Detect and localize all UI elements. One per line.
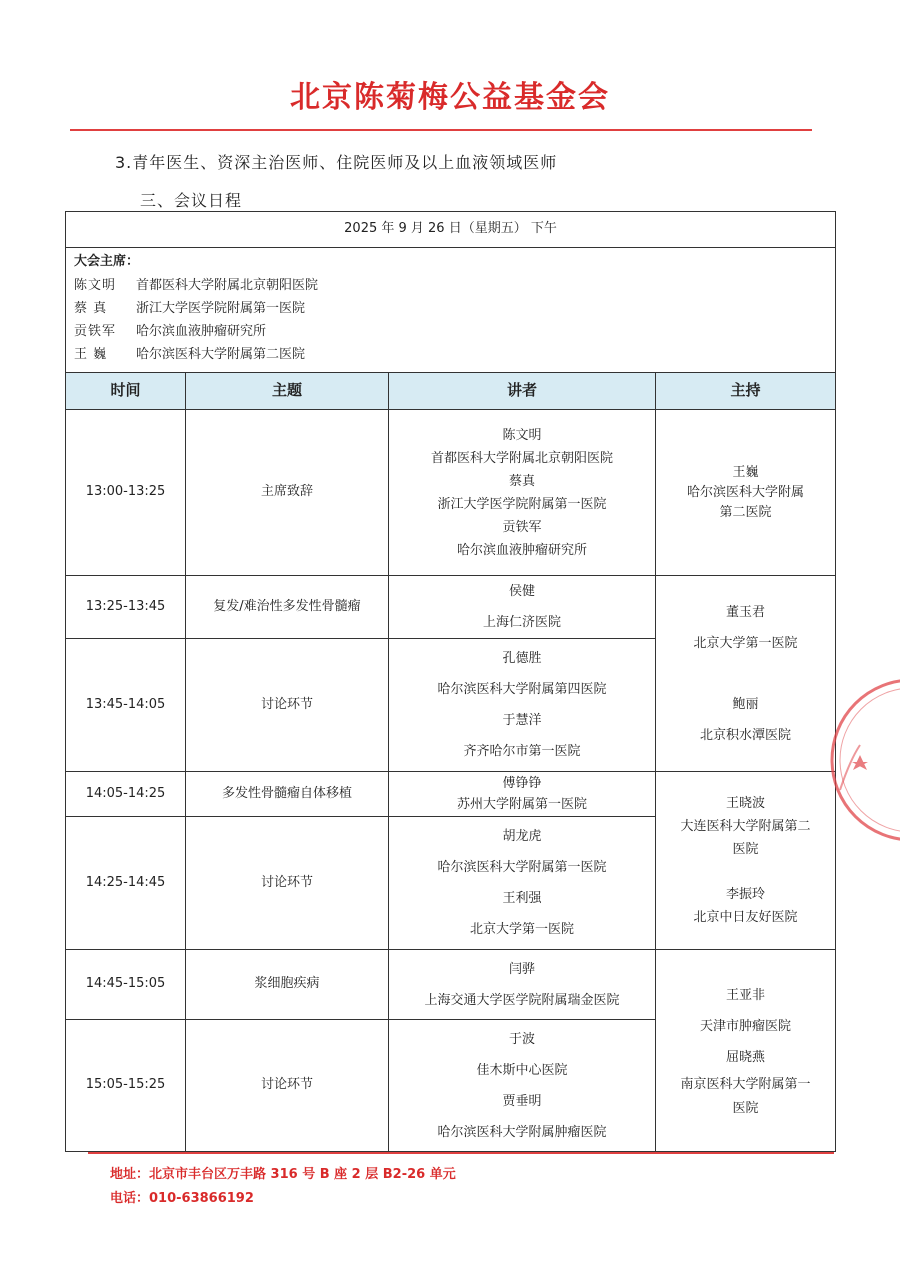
session-time: 15:05-15:25: [66, 1020, 186, 1152]
session-topic: 多发性骨髓瘤自体移植: [186, 772, 389, 817]
seal-stamp: [830, 670, 900, 850]
speaker-line: 孔德胜: [502, 651, 542, 666]
session-topic: 讨论环节: [186, 817, 389, 950]
moderator-line: 王巍: [732, 464, 759, 480]
speaker-line: 闫骅: [508, 961, 535, 977]
speaker-line: 贾垂明: [502, 1093, 542, 1109]
moderator-line: 董玉君: [726, 604, 766, 620]
chair-name: 陈文明: [74, 277, 117, 293]
speaker-line: 浙江大学医学院附属第一医院: [437, 496, 607, 512]
session-time: 13:45-14:05: [66, 639, 186, 772]
chair-row: [74, 320, 827, 343]
moderator-line: 哈尔滨医科大学附属: [687, 484, 805, 500]
moderator-line: 北京大学第一医院: [693, 635, 798, 651]
speaker-line: 蔡真: [508, 473, 535, 489]
moderator-line: 第二医院: [719, 504, 772, 520]
session-time: 13:00-13:25: [66, 410, 186, 576]
chair-row: [74, 274, 827, 297]
session-speakers: [389, 772, 656, 817]
speaker-line: 胡龙虎: [502, 829, 542, 844]
speaker-line: 陈文明: [502, 427, 542, 443]
chair-affiliation: 哈尔滨血液肿瘤研究所: [136, 323, 267, 339]
table-row: [66, 950, 836, 1020]
chair-affiliation: 首都医科大学附属北京朝阳医院: [136, 277, 319, 293]
schedule-table: [65, 211, 836, 1152]
footer-phone: 电话：010-63866192: [110, 1191, 254, 1206]
session-speakers: [389, 410, 656, 576]
speaker-line: 首都医科大学附属北京朝阳医院: [430, 450, 613, 466]
session-speakers: [389, 639, 656, 772]
session-time: 13:25-13:45: [66, 576, 186, 639]
speaker-line: 上海交通大学医学院附属瑞金医院: [424, 992, 620, 1008]
session-speakers: [389, 1020, 656, 1152]
header-divider: [70, 129, 812, 131]
speaker-line: 北京大学第一医院: [469, 922, 574, 937]
chairs-label: 大会主席：: [74, 254, 140, 270]
table-row: [66, 410, 836, 576]
speaker-line: 齐齐哈尔市第一医院: [463, 744, 581, 759]
session-speakers: [389, 576, 656, 639]
session-moderators: [656, 950, 836, 1152]
moderator-line: 北京中日友好医院: [693, 910, 798, 925]
session-time: 14:45-15:05: [66, 950, 186, 1020]
chairs-block: [66, 248, 836, 373]
speaker-line: 哈尔滨医科大学附属第四医院: [437, 682, 607, 697]
table-header-row: [66, 373, 836, 410]
table-row: [66, 576, 836, 639]
moderator-line: 李振玲: [726, 887, 766, 902]
session-topic: 浆细胞疾病: [186, 950, 389, 1020]
session-speakers: [389, 817, 656, 950]
footer-address: 地址：北京市丰台区万丰路 316 号 B 座 2 层 B2-26 单元: [110, 1167, 456, 1182]
session-topic: 复发/难治性多发性骨髓瘤: [186, 576, 389, 639]
moderator-line: 南京医科大学附属第一: [680, 1077, 811, 1092]
date-line: 2025 年 9 月 26 日（星期五） 下午: [66, 212, 836, 248]
moderator-line: 大连医科大学附属第二: [680, 819, 811, 834]
session-time: 14:05-14:25: [66, 772, 186, 817]
session-moderators: [656, 410, 836, 576]
session-time: 14:25-14:45: [66, 817, 186, 950]
chair-row: [74, 343, 827, 366]
spacer: [656, 861, 835, 883]
session-topic: 主席致辞: [186, 410, 389, 576]
section-heading: 三、会议日程: [140, 191, 243, 210]
speaker-line: 于波: [508, 1031, 535, 1047]
org-title: 北京陈菊梅公益基金会: [290, 80, 610, 115]
speaker-line: 哈尔滨血液肿瘤研究所: [456, 542, 587, 558]
chair-row: [74, 297, 827, 320]
chair-affiliation: 浙江大学医学院附属第一医院: [136, 300, 306, 316]
column-header-time: 时间: [66, 373, 186, 410]
speaker-line: 侯健: [508, 584, 535, 599]
speaker-line: 上海仁济医院: [482, 615, 561, 630]
chair-name: 王 巍: [74, 346, 108, 362]
moderator-line: 屈晓燕: [726, 1050, 766, 1065]
chair-name: 贡铁军: [74, 323, 117, 339]
speaker-line: 贡铁军: [502, 519, 542, 535]
speaker-line: 哈尔滨医科大学附属肿瘤医院: [437, 1124, 607, 1140]
moderator-line: 鲍丽: [732, 696, 759, 712]
moderator-line: 医院: [732, 1101, 759, 1116]
moderator-line: 医院: [732, 842, 759, 857]
session-speakers: [389, 950, 656, 1020]
column-header-speaker: 讲者: [389, 373, 656, 410]
column-header-moderator: 主持: [656, 373, 836, 410]
session-moderators: [656, 772, 836, 950]
speaker-line: 佳木斯中心医院: [476, 1062, 568, 1078]
attendee-line: 3.青年医生、资深主治医师、住院医师及以上血液领域医师: [115, 153, 558, 172]
speaker-line: 傅铮铮: [502, 776, 542, 791]
moderator-line: 王亚非: [726, 988, 766, 1003]
session-topic: 讨论环节: [186, 1020, 389, 1152]
session-topic: 讨论环节: [186, 639, 389, 772]
speaker-line: 于慧洋: [502, 713, 542, 728]
speaker-line: 苏州大学附属第一医院: [456, 797, 587, 812]
footer-divider: [88, 1152, 834, 1154]
moderator-line: 王晓波: [726, 796, 766, 811]
moderator-line: 北京积水潭医院: [700, 727, 792, 743]
spacer: [656, 659, 835, 689]
speaker-line: 王利强: [502, 891, 542, 906]
session-moderators: [656, 576, 836, 772]
table-row: [66, 772, 836, 817]
chair-name: 蔡 真: [74, 300, 108, 316]
moderator-line: 天津市肿瘤医院: [700, 1019, 792, 1034]
chair-affiliation: 哈尔滨医科大学附属第二医院: [136, 346, 306, 362]
column-header-topic: 主题: [186, 373, 389, 410]
speaker-line: 哈尔滨医科大学附属第一医院: [437, 860, 607, 875]
